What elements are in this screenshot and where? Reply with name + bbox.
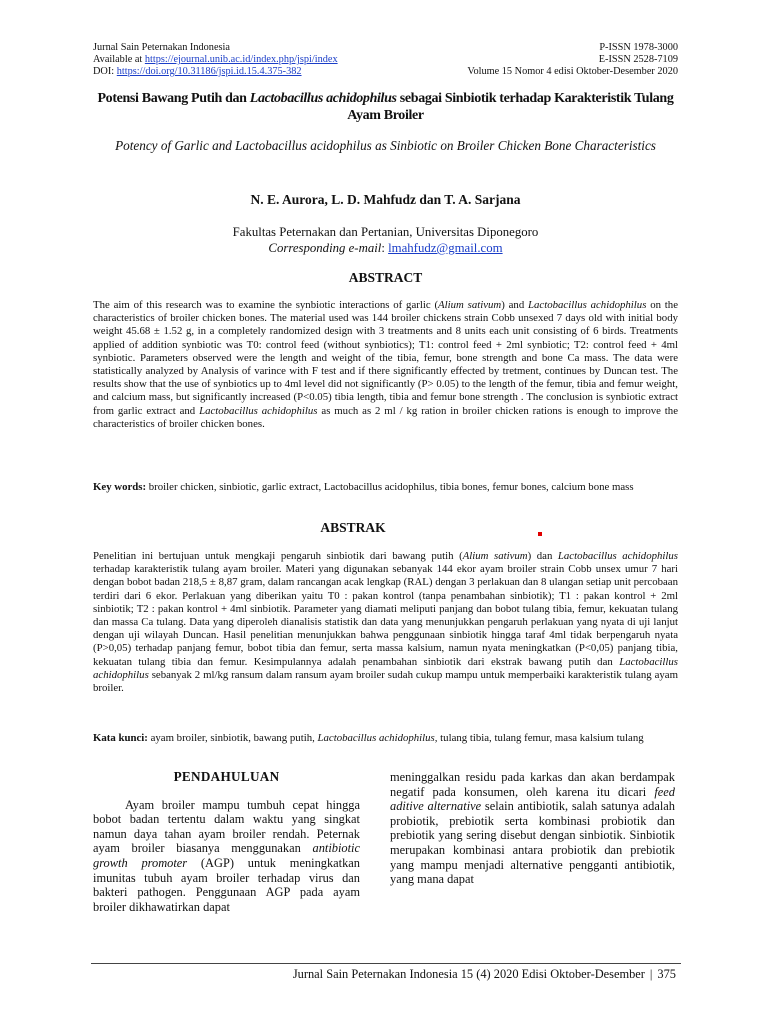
pendahuluan-right-text: meninggalkan residu pada karkas dan akan berdampak negatif pada konsumen, oleh karena itu dicari feed aditive alternative selain antibiotik, salah satunya adalah probiotik, prebiotik serta kombinasi probiotik dan prebiotik yang sering disebut dengan sinbiotik. Sinbiotik merupakan kombinasi antara probiotik dan prebiotik yang mampu menjadi alternative pengganti antibiotik, yang mana dapat <box>390 770 675 887</box>
abstrak-body: Penelitian ini bertujuan untuk mengkaji pengaruh sinbiotik dari bawang putih (Alium sativum) dan Lactobacillus achidophilus terhadap karakteristik tulang ayam broiler. Materi yang digunakan sebanyak 144 ekor ayam broiler strain Cobb unsex umur 7 hari dengan bobot badan 218,5 ± 8,87 gram, dalam rancangan acak lengkap (RAL) dengan 3 perlakuan dan 8 ulangan setiap unit percobaan terdiri dari 6 ekor. Perlakuan yang diberikan yaitu T0 : pakan kontrol (tanpa penambahan sinbiotik); T1 : pakan kontrol + 2ml sinbiotik; T2 : pakan kontrol + 4ml sinbiotik. Parameter yang diamati meliputi panjang dan bobot tulang tibia, femur, kekuatan tulang dan massa Ca tulang. Data yang diperoleh dianalisis statistik dan data yang menunjukkan pengaruh perlakuan yang nyata di uji lanjut dengan uji wilayah Duncan. Hasil penelitian menunjukkan bahwa penggunaan sinbiotik hingga taraf 4ml tidak berpengaruh nyata (P>0,05) terhadap panjang femur, bobot tibia dan femur, serta massa kalsium, namun nyata meningkatkan (P<0,05) panjang tibia, kekuatan tulang tibia dan femur. Kesimpulannya adalah penambahan sinbiotik dari ekstrak bawang putih dan Lactobacillus achidophilus sebanyak 2 ml/kg ransum dalam ransum ayam broiler sudah cukup mampu untuk memperbaiki karakteristik tulang ayam broiler. <box>93 550 678 695</box>
footer-rule <box>91 963 681 964</box>
journal-header <box>93 42 678 78</box>
corresponding-email: Corresponding e-mail: lmahfudz@gmail.com <box>268 241 503 255</box>
page-number: 375 <box>657 967 676 981</box>
pendahuluan-left-text: Ayam broiler mampu tumbuh cepat hingga bobot badan tertentu dalam waktu yang singkat namun daya tahan ayam broiler rendah. Peternak ayam broiler biasanya menggunakan antibiotic growth promoter (AGP) untuk meningkatkan imunitas tubuh ayam broiler terhadap virus dan bakteri pathogen. Penggunaan AGP pada ayam broiler dikhawatirkan dapat <box>93 797 360 914</box>
pendahuluan-heading: PENDAHULUAN <box>173 769 280 784</box>
abstract-heading: ABSTRACT <box>348 270 423 285</box>
page-footer <box>293 967 676 982</box>
footer-separator: | <box>649 967 653 981</box>
affiliation-block <box>93 224 678 256</box>
email-link[interactable]: lmahfudz@gmail.com <box>388 241 503 255</box>
volume-info: Volume 15 Nomor 4 edisi Oktober-Desember 2020 <box>467 66 678 77</box>
authors: N. E. Aurora, L. D. Mahfudz dan T. A. Sarjana <box>250 192 521 207</box>
doi: DOI: https://doi.org/10.31186/jspi.id.15.4.375-382 <box>93 66 302 77</box>
affiliation: Fakultas Peternakan dan Pertanian, Universitas Diponegoro <box>232 225 539 239</box>
doi-link[interactable]: https://doi.org/10.31186/jspi.id.15.4.375-382 <box>116 66 302 77</box>
electronic-issn: E-ISSN 2528-7109 <box>598 54 678 65</box>
title-english: Potency of Garlic and Lactobacillus acidophilus as Sinbiotic on Broiler Chicken Bone Characteristics <box>115 138 656 153</box>
abstrak-keywords: Kata kunci: ayam broiler, sinbiotik, bawang putih, Lactobacillus achidophilus, tulang tibia, tulang femur, masa kalsium tulang <box>93 732 644 744</box>
column-right <box>390 770 675 887</box>
abstract-keywords: Key words: broiler chicken, sinbiotic, garlic extract, Lactobacillus acidophilus, tibia bones, femur bones, calcium bone mass <box>93 481 634 493</box>
abstract-body: The aim of this research was to examine the synbiotic interactions of garlic (Alium sativum) and Lactobacillus achidophilus on the characteristics of broiler chicken bones. The material used was 144 broiler chickens strain Cobb unsexed 7 days old with initial body weight 45.68 ± 1.52 g, in a completely randomized design with 3 treatments and 8 units each unit consisting of 6 birds. Treatments applied of addition synbiotic was T0: control feed (without synbiotics); T1: control feed + 2ml synbiotic; T2: control feed + 4ml synbiotic. Parameters observed were the length and weight of the tibia, femur, bone strength and bone Ca mass. The data were statistically analyzed by Analysis of varince with F test and if there significantly effected by tretment, continues by Duncan test. The results show that the use of synbiotics up to 4ml level did not significantly (P> 0.05) to the length of the femur, tibia and femur weight, and calcium mass, but significantly increased (P<0.05) tibia length, tibia and femur bone strength . The conclusion is synbiotic extract from garlic extract and Lactobacillus achidophilus as much as 2 ml / kg ration in broiler chicken rations is enough to improve the characteristics of broiler chicken bones. <box>93 299 678 430</box>
column-left <box>93 770 360 914</box>
abstrak-heading: ABSTRAK <box>320 520 386 535</box>
journal-url-link[interactable]: https://ejournal.unib.ac.id/index.php/jspi/index <box>144 54 338 65</box>
title-indonesian: Potensi Bawang Putih dan Lactobacillus achidophilus sebagai Sinbiotik terhadap Karakteristik Tulang Ayam Broiler <box>97 91 674 123</box>
journal-name: Jurnal Sain Peternakan Indonesia <box>93 42 230 53</box>
available-at: Available at https://ejournal.unib.ac.id/index.php/jspi/index <box>93 54 338 65</box>
red-mark <box>538 532 542 536</box>
print-issn: P-ISSN 1978-3000 <box>599 42 678 53</box>
footer-journal: Jurnal Sain Peternakan Indonesia 15 (4) 2020 Edisi Oktober-Desember <box>292 967 645 981</box>
